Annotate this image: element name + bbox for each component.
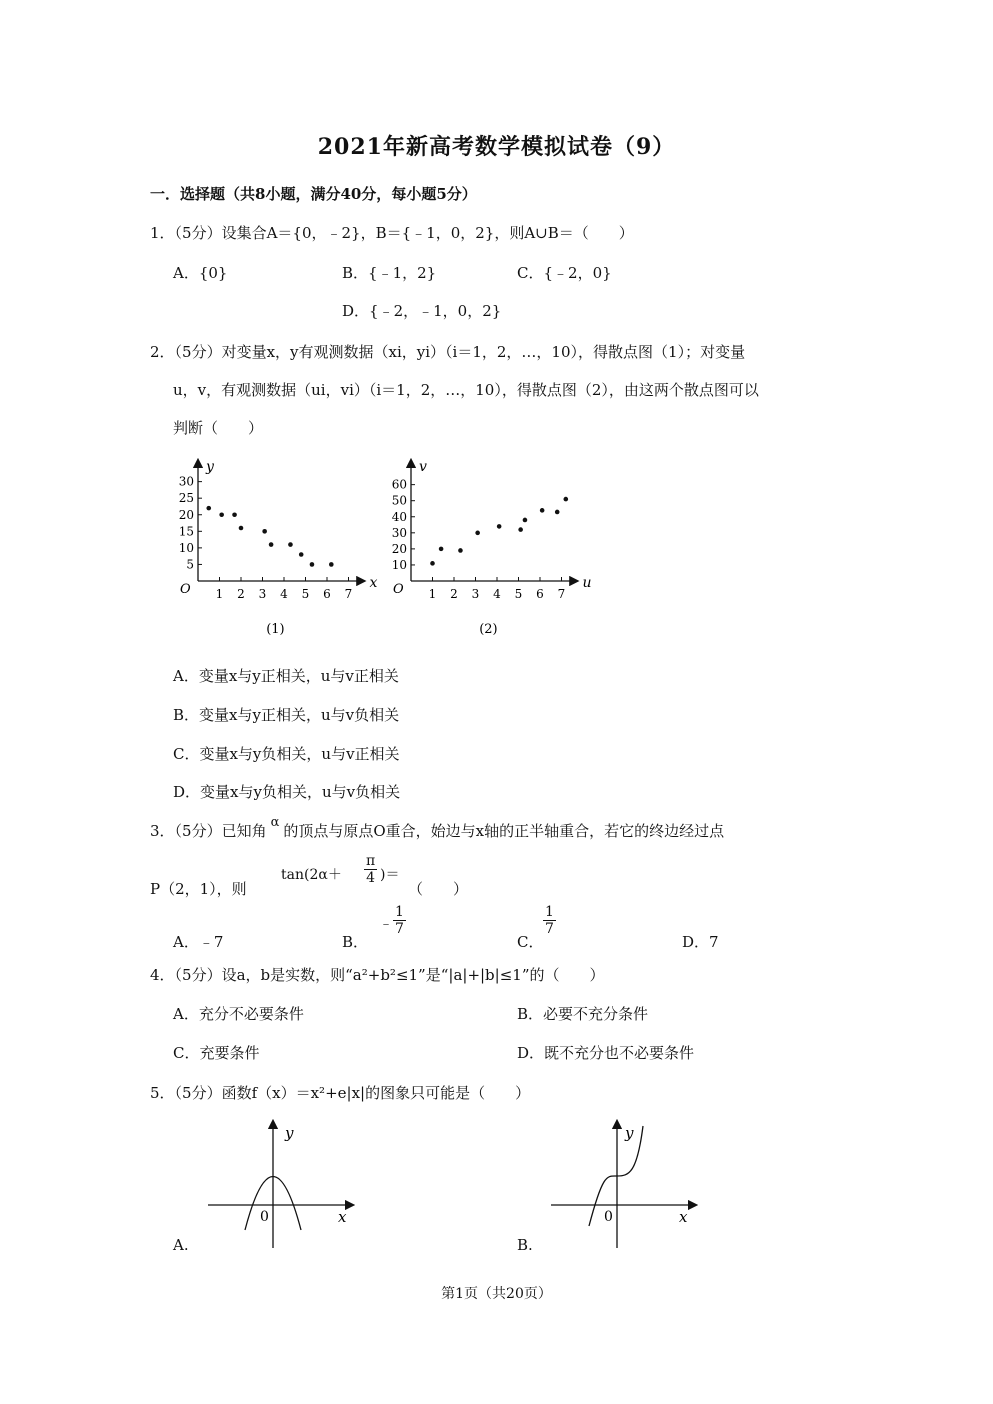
x-tick-label: 4 [280,587,288,601]
question-3-line2b: （ ） [408,880,469,898]
y-tick-label: 40 [391,509,407,524]
q3-b-den: 7 [395,921,404,937]
q5-option-a[interactable]: A. [173,1236,189,1254]
alpha-symbol: α [270,815,280,830]
q3-option-b-fraction [393,904,406,937]
q3-expr-right: )＝ [380,867,400,883]
scatter-point [310,562,315,567]
question-2-line3: 判断（ ） [173,419,264,437]
graph-b-y-label: y [625,1124,634,1142]
question-4-stem: 4．（5分）设a，b是实数，则“a²+b²≤1”是“|a|+|b|≤1”的（ ） [150,966,605,984]
scatter-point [475,531,480,536]
x-tick-label: 6 [536,587,544,601]
x-tick-label: 7 [344,587,353,601]
scatter-point [518,527,523,532]
scatter-point [497,524,502,529]
q3-option-c-fraction [543,904,556,937]
x-tick-label: 2 [450,587,458,601]
x-tick-label: 1 [215,587,224,601]
x-tick-label: 3 [258,587,267,601]
scatter-point [523,518,528,523]
q3-option-c[interactable]: C． [517,933,544,951]
q3-expr-fraction [364,853,377,886]
graph-a-origin: 0 [260,1209,269,1225]
q3-expr-den: 4 [366,870,376,886]
scatter-point [299,552,304,557]
x-axis-label: u [582,575,592,591]
question-3-line1 [150,815,725,841]
origin-label: O [180,582,191,597]
y-tick-label: 20 [391,541,407,556]
x-axis-label: x [369,575,378,591]
x-tick-label: 5 [301,587,310,601]
q3-b-num: 1 [395,904,404,920]
page-title: 2021年新高考数学模拟试卷（9） [317,134,676,160]
scatter-point [206,506,211,511]
scatter-point [555,510,560,515]
scatter-point [262,529,267,534]
q1-option-d[interactable]: D．{﹣2，﹣1，0，2} [342,302,502,320]
scatter-point [219,512,224,517]
q5-option-b[interactable]: B. [517,1236,533,1254]
y-tick-label: 15 [178,524,194,539]
question-3-line2a: P（2，1），则 [150,880,247,898]
question-2-line1: 2．（5分）对变量x，y有观测数据（xi，yi）（i＝1，2，…，10），得散点图（1）；对变量 [150,343,746,361]
question-2-line2: u，v，有观测数据（ui，vi）（i＝1，2，…，10），得散点图（2），由这两个散点图可以 [173,381,759,399]
q3-c-num: 1 [545,904,554,920]
graph-a-y-label: y [285,1124,294,1142]
scatter-point [458,548,463,553]
graph-b-x-label: x [679,1208,688,1226]
q3-option-b-sign: ﹣ [379,916,393,932]
scatter-point [239,526,244,531]
q3-option-b[interactable]: B． [342,933,369,951]
x-tick-label: 2 [237,587,245,601]
q2-option-b[interactable]: B．变量x与y正相关，u与v负相关 [173,706,400,724]
plot-caption: (2) [479,622,498,637]
x-tick-label: 3 [471,587,480,601]
scatter-point [430,561,435,566]
q4-option-c[interactable]: C．充要条件 [173,1044,260,1062]
scatter-point [540,508,545,513]
y-tick-label: 30 [391,525,407,540]
x-tick-label: 7 [557,587,566,601]
y-axis-label: y [206,459,214,475]
q3-c-den: 7 [545,921,554,937]
q1-option-a[interactable]: A．{0} [173,264,228,282]
x-tick-label: 4 [493,587,501,601]
y-tick-label: 25 [178,491,194,506]
scatter-point [564,497,569,502]
plot-caption: (1) [266,622,285,637]
graph-b-curve [589,1126,643,1226]
page-footer: 第1页（共20页） [441,1286,552,1302]
y-tick-label: 5 [186,557,194,572]
scatter-point [329,562,334,567]
question-1-stem: 1．（5分）设集合A＝{0，﹣2}，B＝{﹣1，0，2}，则A∪B＝（ ） [150,224,634,242]
y-axis-label: v [419,459,427,475]
y-tick-label: 20 [178,507,194,522]
q2-option-a[interactable]: A．变量x与y正相关，u与v正相关 [173,667,399,685]
scatter-plot-1 [170,455,385,640]
q3-option-a[interactable]: A．﹣7 [173,933,224,951]
q5-graph-b [545,1118,705,1253]
q4-option-d[interactable]: D．既不充分也不必要条件 [517,1044,695,1062]
origin-label: O [393,582,404,597]
q2-option-d[interactable]: D．变量x与y负相关，u与v负相关 [173,783,401,801]
scatter-point [232,512,237,517]
q3-line1a: 3．（5分）已知角 [150,822,267,840]
x-tick-label: 5 [514,587,523,601]
q4-option-a[interactable]: A．充分不必要条件 [173,1005,304,1023]
x-tick-label: 1 [428,587,437,601]
scatter-point [439,547,444,552]
scatter-point [269,542,274,547]
q2-option-c[interactable]: C．变量x与y负相关，u与v正相关 [173,745,400,763]
scatter-point [288,542,293,547]
q3-option-d[interactable]: D．7 [682,933,719,951]
y-tick-label: 10 [391,557,407,572]
question-5-stem: 5．（5分）函数f（x）＝x²+e|x|的图象只可能是（ ） [150,1084,531,1102]
section-heading: 一．选择题（共8小题，满分40分，每小题5分） [150,185,477,203]
y-tick-label: 50 [391,493,407,508]
x-tick-label: 6 [323,587,331,601]
q5-graph-a [200,1118,360,1253]
graph-b-origin: 0 [604,1209,613,1225]
q3-expr-num: π [366,853,376,869]
y-tick-label: 10 [178,540,194,555]
q1-option-c[interactable]: C．{﹣2，0} [517,264,612,282]
q3-line1b: 的顶点与原点O重合，始边与x轴的正半轴重合，若它的终边经过点 [283,822,725,840]
scatter-plot-2 [383,455,598,640]
q4-option-b[interactable]: B．必要不充分条件 [517,1005,649,1023]
q1-option-b[interactable]: B．{﹣1，2} [342,264,437,282]
y-tick-label: 30 [178,474,194,489]
y-tick-label: 60 [391,477,407,492]
q3-expr-left: tan(2α＋ [281,867,342,883]
graph-a-x-label: x [338,1208,347,1226]
